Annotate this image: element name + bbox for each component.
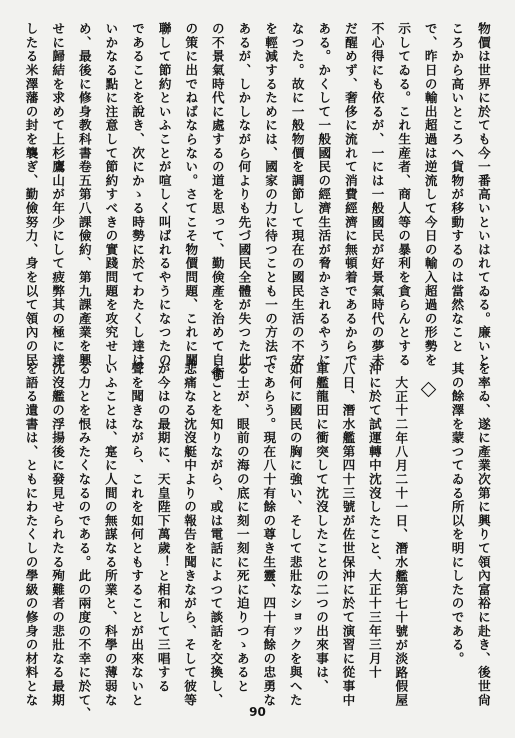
text-column: ふことを知りながら、或は電話によつて談話を交換し、 [208,362,224,707]
text-column: 示してゐる。これ生産者、商人等の暴利を貪らんとする [396,22,412,367]
text-column: を率ゐ、遂に產業次第に興りて領內富裕に赴き、後世尙 [475,362,491,707]
text-column: ある。かくして一般國民の經濟生活が脅かされるやうに [316,22,332,367]
text-column: せに歸結を求めて上杉鷹山が年少にして疲弊其の極に達 [50,22,66,367]
diamond-mark-icon [420,382,436,398]
text-column: 物價は世界に於ても今一番高いといはれてゐる。廉いと [475,22,491,367]
text-column: いふことは、寔に人間の無謀なる所業と、科學の薄弱な [102,362,118,707]
text-column: 八日、潛水艦第四十三號が佐世保沖に於て演習に從事中 [340,362,356,707]
text-column: め、最後に修身教科書卷五第八課儉約、第九課產業を興 [76,22,92,367]
text-column: あるが、しかしながら何よりも先づ國民全體が失つた此 [236,22,252,367]
text-column: したる米澤藩の封を襲ぎ、勤儉努力、身を以て領內の民 [23,22,39,367]
text-column: が今はの最期に、天皇陛下萬歲！と相和して三唱する [155,362,171,694]
text-column: の策に出でねばならない。さてこそ物價問題、これに關 [183,22,199,367]
text-column: 沈沒艦の浮揚後に發見せられたる殉難者の悲壯なる最期 [50,362,65,707]
text-column: いかなる點に注意して節約すべきの實踐問題を攻究せし [103,22,119,367]
upper-text-block [23,22,491,381]
section-divider [420,362,436,698]
text-column: 其の餘澤を蒙つてゐる所以を明にしたのである。 [449,362,465,666]
text-column: る力とを恨みたくなるのである。此の兩度の不幸に於て、 [76,362,92,721]
text-column: 沖に於て試運轉中沈沒したこと、大正十三年三月十 [366,362,382,680]
text-column: 不心得にも依るが、一には一般國民が好景氣時代の夢未 [369,22,385,367]
text-column: だ醒めず、奢侈に流れて消費經濟に無頓着であるからで [342,22,358,367]
text-column: る士が、眼前の海の底に刻一刻に死に迫りつゝあると [234,362,250,694]
text-column: であることを說き、次にかゝる時勢に於てわたくし達は [130,22,146,367]
text-column: 聲を聞きながら、これを如何ともすることが出來ないと [129,362,145,707]
text-column: を語る遺書は、ともにわたくしの學級の修身の材料とな [23,362,39,707]
text-column: であらう。現在八十有餘の尊き生靈、四十有餘の忠勇な [261,362,277,707]
text-column: 如何に國民の胸に強い、そして悲壯なショックを與へた [287,362,303,707]
text-column: なつた。故に一般物價を調節して現在の國民生活の不安 [289,22,305,367]
page-number: 90 [249,705,266,719]
text-column: 悲痛なる沈沒艇中よりの報告を聞きながら、そして彼等 [182,362,198,707]
text-column: ころから高いところへ貨物が移動するのは當然なこと [449,22,465,354]
text-column: 聯して節約といふことが喧しく叫ばれるやうになつたの [156,22,172,367]
text-column: で、昨日の輸出超過は逆流して今日の輸入超過の形勢を [422,22,438,367]
text-column: を輕減するためには、國家の力に待つことも一の方法で [263,22,279,367]
text-column: の不景氣時代に處するの道を思って、勤倹產を治めて自衛 [209,22,225,381]
text-column: 大正十二年八月二十一日、潛水艦第七十號が淡路假屋 [393,376,409,708]
text-column: 軍艦龍田に衝突して沈沒したことの二つの出來事は、 [314,362,330,694]
